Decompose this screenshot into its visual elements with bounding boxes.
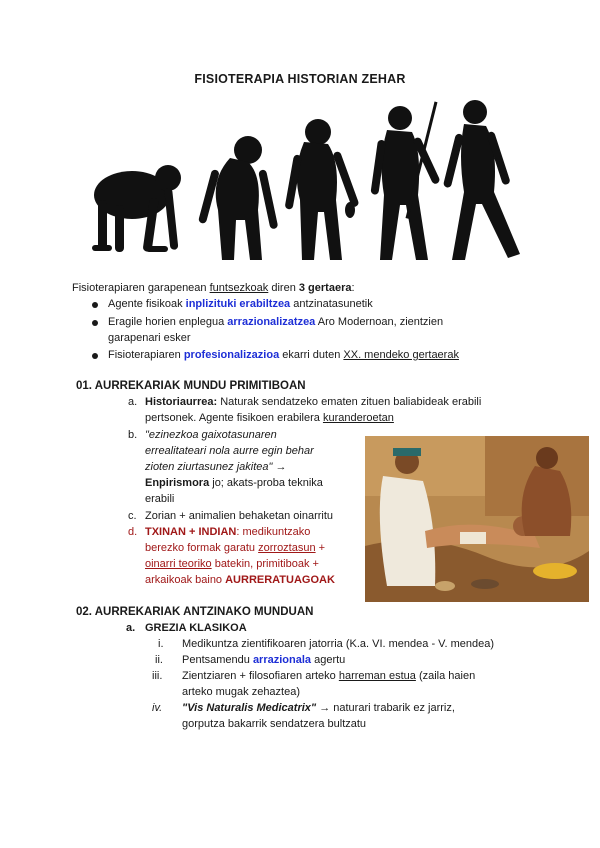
human-silhouette-4 (370, 102, 440, 260)
list-item-d-l1: TXINAN + INDIAN: medikuntzako (145, 526, 311, 538)
list-item-b-l5: erabili (145, 493, 175, 505)
list-item-d-l2: berezko formak garatu zorroztasun + (145, 542, 326, 554)
page-title: FISIOTERAPIA HISTORIAN ZEHAR (194, 72, 406, 86)
list-item-i: Medikuntza zientifikoaren jatorria (K.a. VI. mendea - V. mendea) (182, 638, 495, 650)
list-item-d-l4: arkaikoak baino AURRERATUAGOAK (145, 574, 335, 586)
bullet-dot (92, 302, 98, 308)
human-silhouette-5 (443, 100, 520, 260)
list-item-ii: Pentsamendu arrazionala agertu (182, 654, 346, 666)
list-marker: a. (126, 622, 136, 634)
evolution-silhouettes (80, 100, 530, 265)
list-marker: iv. (152, 702, 163, 714)
section-heading-2: 02. AURREKARIAK ANTZINAKO MUNDUAN (76, 606, 314, 618)
list-item-iv-cont: gorputza bakarrik sendatzera bultzatu (182, 718, 367, 730)
list-item-b-l4: Enpirismora jo; akats-proba teknika (145, 477, 323, 489)
intro-line: Fisioterapiaren garapenean funtsezkoak diren 3 gertaera: (72, 282, 355, 294)
list-item-b-l1: "ezinezkoa gaixotasunaren (145, 429, 277, 441)
ancient-healing-scene (365, 436, 589, 602)
list-marker: ii. (155, 654, 163, 666)
list-item-iii-cont: arteko mugak zehaztea) (182, 686, 301, 698)
list-marker: i. (158, 638, 164, 650)
list-item-c: Zorian + animalien behaketan oinarritu (145, 510, 334, 522)
list-item-b-l2: errealitateari nola aurre egin behar (145, 445, 314, 457)
list-item-d-l3: oinarri teoriko batekin, primitiboak + (145, 558, 319, 570)
list-marker: a. (128, 396, 138, 408)
list-item-b-l3: zioten ziurtasunez jakitea" → (145, 461, 287, 473)
list-item-a: Historiaurrea: Naturak sendatzeko ematen zituen baliabideak erabili (145, 396, 482, 408)
list-marker: b. (128, 429, 138, 441)
ape-silhouette-2 (198, 136, 278, 260)
human-silhouette-3 (285, 119, 360, 260)
list-marker: iii. (152, 670, 163, 682)
list-item-a-cont: pertsonek. Agente fisikoen erabilera kuranderoetan (145, 412, 394, 424)
bullet-dot (92, 320, 98, 326)
bullet-item-3: Fisioterapiaren profesionalizazioa ekarri duten XX. mendeko gertaerak (108, 349, 459, 361)
list-marker: d. (128, 526, 138, 538)
bullet-dot (92, 353, 98, 359)
bullet-item-2: Eragile horien enplegua arrazionalizatzea Aro Modernoan, zientzien (108, 316, 444, 328)
list-marker: c. (128, 510, 137, 522)
ape-silhouette-1 (92, 165, 181, 252)
list-item-iv: "Vis Naturalis Medicatrix" → naturari trabarik ez jarriz, (182, 702, 455, 714)
bullet-item-2-cont: garapenari esker (108, 332, 191, 344)
bullet-item-1: Agente fisikoak inplizituki erabiltzea antzinatasunetik (108, 298, 373, 310)
subsection-title: GREZIA KLASIKOA (145, 622, 247, 634)
list-item-iii: Zientziaren + filosofiaren arteko harreman estua (zaila haien (182, 670, 476, 682)
section-heading-1: 01. AURREKARIAK MUNDU PRIMITIBOAN (76, 380, 306, 392)
